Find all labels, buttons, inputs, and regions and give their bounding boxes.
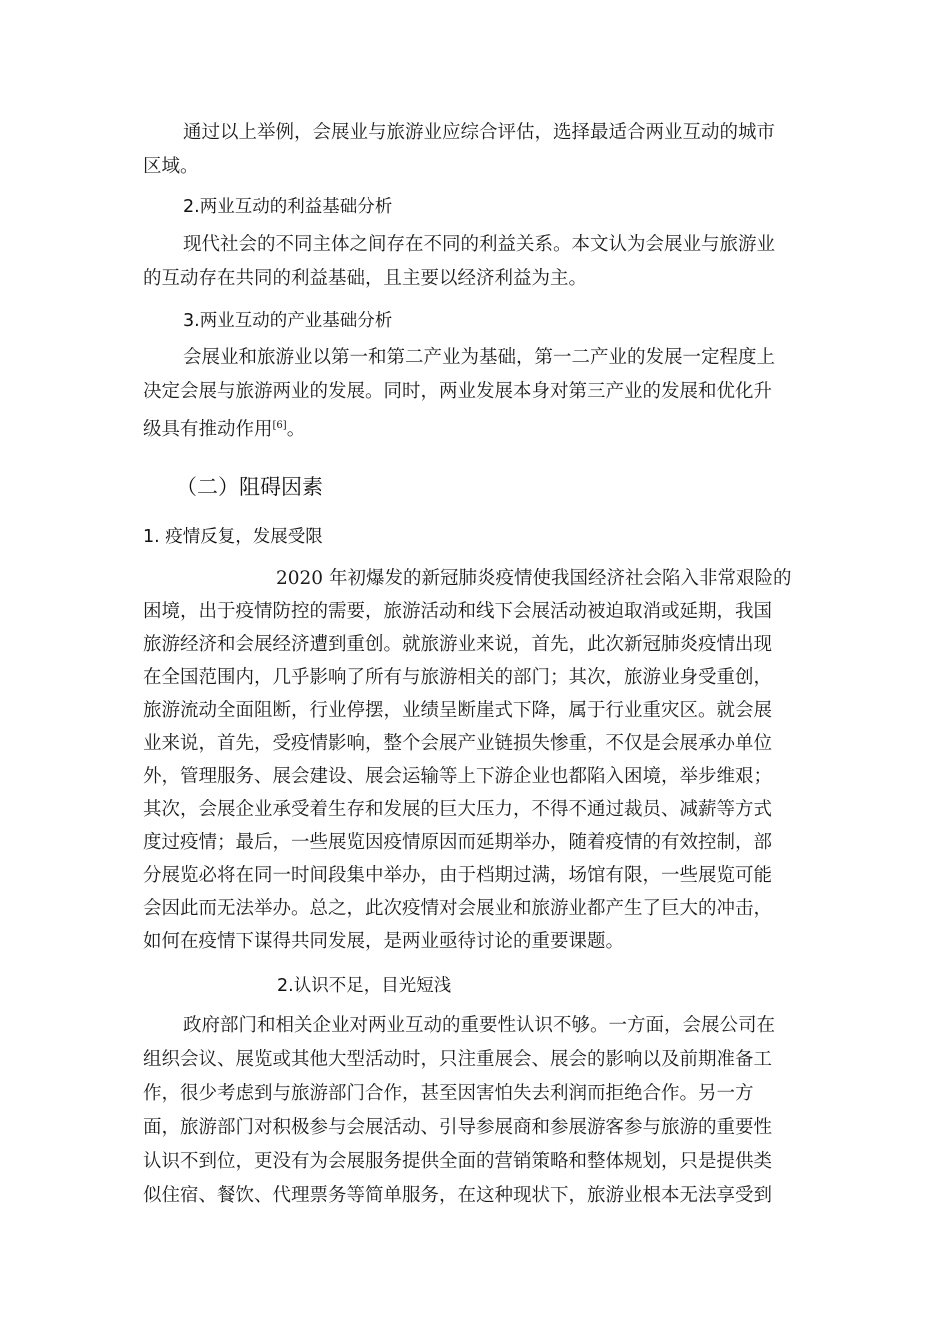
paragraph-3-line-3 (143, 412, 305, 444)
paragraph-1-line-2: 区域。 (143, 156, 199, 177)
paragraph-5-line-6: 似住宿、餐饮、代理票务等简单服务，在这种现状下，旅游业根本无法享受到 (143, 1185, 773, 1206)
paragraph-5-line-3: 作，很少考虑到与旅游部门合作，甚至因害怕失去利润而拒绝合作。另一方 (143, 1083, 754, 1104)
paragraph-4-line-6: 业来说，首先，受疫情影响，整个会展产业链损失惨重，不仅是会展承办单位 (143, 733, 773, 754)
paragraph-5-line-2: 组织会议、展览或其他大型活动时，只注重展会、展会的影响以及前期准备工 (143, 1049, 773, 1070)
paragraph-3-line-3-text: 级具有推动作用 (143, 419, 273, 440)
paragraph-3-line-3-end: 。 (286, 419, 306, 440)
paragraph-4-line-8: 其次，会展企业承受着生存和发展的巨大压力，不得不通过裁员、减薪等方式 (143, 799, 773, 820)
paragraph-4-line-7: 外，管理服务、展会建设、展会运输等上下游企业也都陷入困境，举步维艰； (143, 766, 773, 787)
paragraph-5-line-4: 面，旅游部门对积极参与会展活动、引导参展商和参展游客参与旅游的重要性 (143, 1117, 773, 1138)
heading-covid: 1. 疫情反复，发展受限 (143, 527, 323, 547)
paragraph-3-line-2: 决定会展与旅游两业的发展。同时，两业发展本身对第三产业的发展和优化升 (143, 381, 773, 402)
section-heading-obstacles: （二）阻碍因素 (176, 475, 323, 499)
paragraph-5-line-1: 政府部门和相关企业对两业互动的重要性认识不够。一方面，会展公司在 (183, 1015, 776, 1036)
heading-industry-basis: 3.两业互动的产业基础分析 (183, 311, 393, 331)
paragraph-5-line-5: 认识不到位，更没有为会展服务提供全面的营销策略和整体规划，只是提供类 (143, 1151, 773, 1172)
paragraph-4-line-11: 会因此而无法举办。总之，此次疫情对会展业和旅游业都产生了巨大的冲击， (143, 898, 773, 919)
paragraph-2-line-2: 的互动存在共同的利益基础，且主要以经济利益为主。 (143, 268, 588, 289)
paragraph-4-line-1: 2020 年初爆发的新冠肺炎疫情使我国经济社会陷入非常艰险的 (276, 568, 792, 589)
paragraph-1-line-1: 通过以上举例，会展业与旅游业应综合评估，选择最适合两业互动的城市 (183, 122, 776, 143)
paragraph-4-line-2: 困境，出于疫情防控的需要，旅游活动和线下会展活动被迫取消或延期，我国 (143, 601, 773, 622)
heading-awareness: 2.认识不足，目光短浅 (277, 976, 452, 996)
heading-interest-basis: 2.两业互动的利益基础分析 (183, 197, 393, 217)
paragraph-4-line-9: 度过疫情；最后，一些展览因疫情原因而延期举办，随着疫情的有效控制，部 (143, 832, 773, 853)
citation-ref: [6] (272, 420, 287, 431)
paragraph-4-line-5: 旅游流动全面阻断，行业停摆，业绩呈断崖式下降，属于行业重灾区。就会展 (143, 700, 773, 721)
paragraph-2-line-1: 现代社会的不同主体之间存在不同的利益关系。本文认为会展业与旅游业 (183, 234, 776, 255)
paragraph-4-line-10: 分展览必将在同一时间段集中举办，由于档期过满，场馆有限，一些展览可能 (143, 865, 773, 886)
paragraph-4-line-3: 旅游经济和会展经济遭到重创。就旅游业来说，首先，此次新冠肺炎疫情出现 (143, 634, 773, 655)
paragraph-3-line-1: 会展业和旅游业以第一和第二产业为基础，第一二产业的发展一定程度上 (183, 347, 776, 368)
paragraph-4-line-4: 在全国范围内，几乎影响了所有与旅游相关的部门；其次，旅游业身受重创， (143, 667, 773, 688)
paragraph-4-line-12: 如何在疫情下谋得共同发展，是两业亟待讨论的重要课题。 (143, 931, 625, 952)
